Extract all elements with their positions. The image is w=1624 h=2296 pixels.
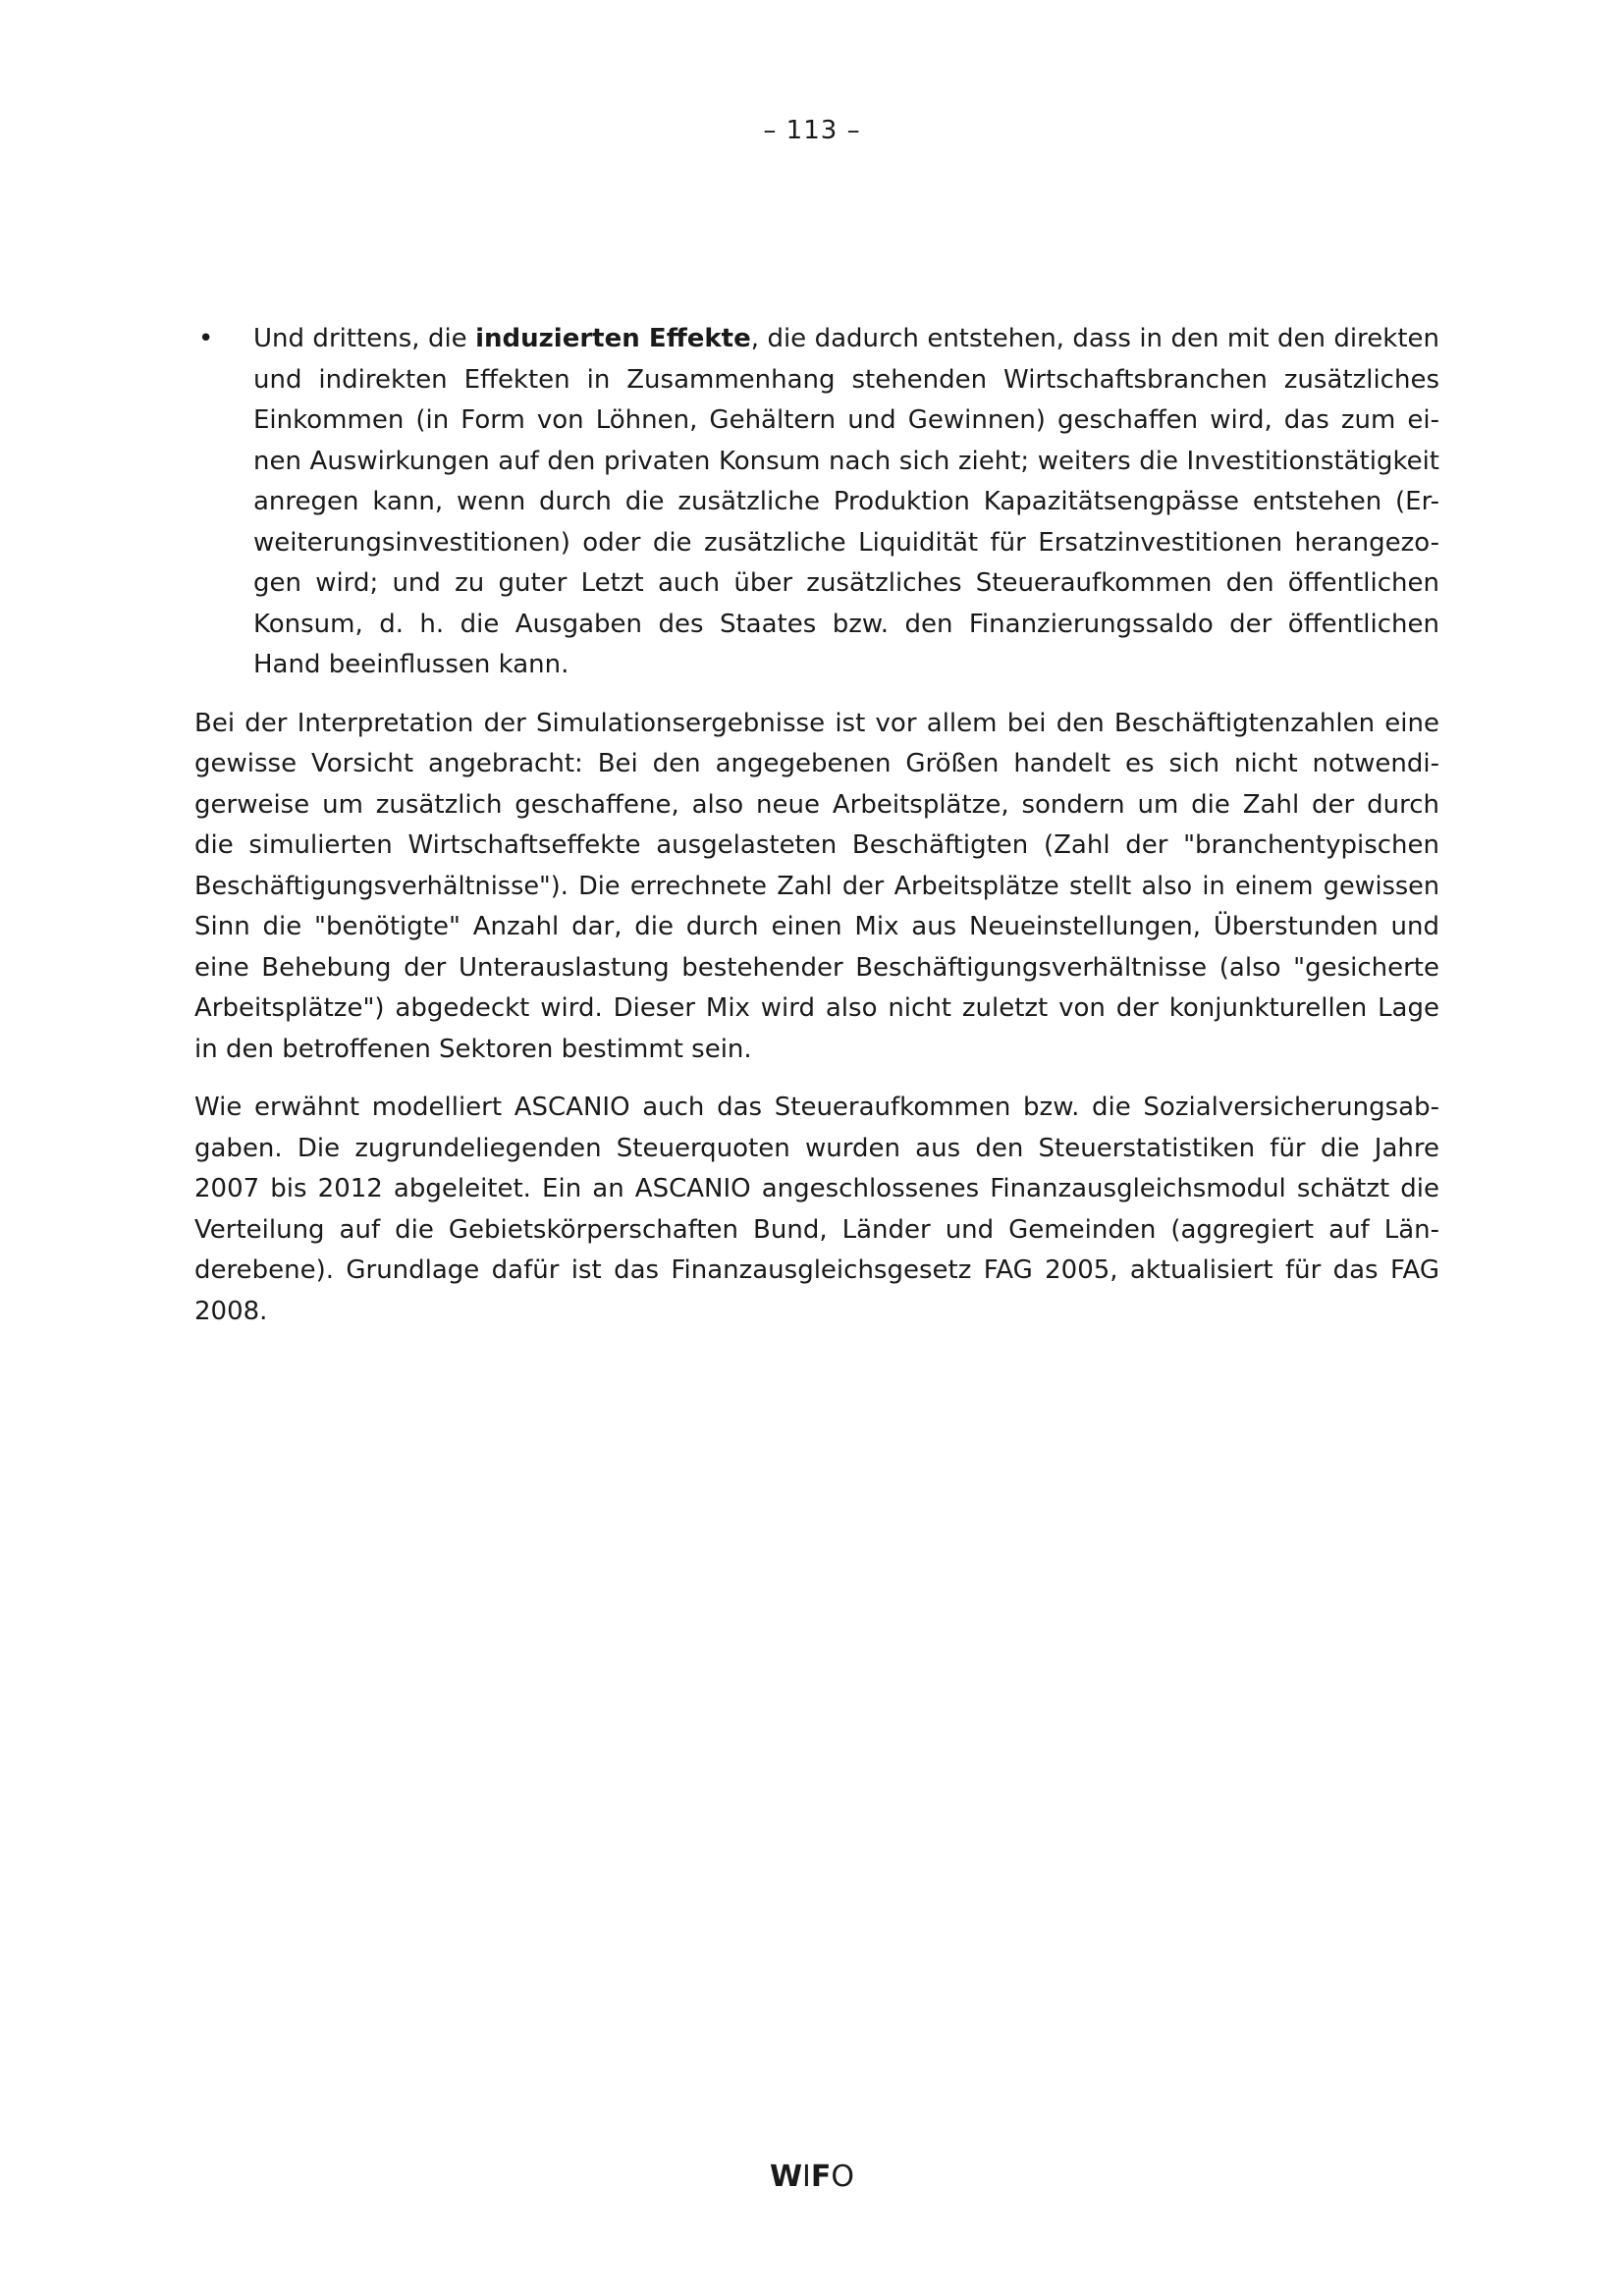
paragraph-line: derebene). Grundlage dafür ist das Finanzausgleichsgesetz FAG 2005, aktualisiert für das FAG — [194, 1255, 1439, 1285]
logo-letter-i: I — [802, 2160, 811, 2194]
page-number: – 113 – — [763, 116, 861, 145]
bullet-line: Hand beeinflussen kann. — [253, 650, 569, 679]
paragraph-line: Verteilung auf die Gebietskörperschaften Bund, Länder und Gemeinden (aggregiert auf Län- — [194, 1214, 1439, 1245]
logo-letter-o: O — [831, 2160, 855, 2194]
paragraph-line: gewisse Vorsicht angebracht: Bei den angegebenen Größen handelt es sich nicht notwendi- — [194, 749, 1439, 778]
paragraph-line: Arbeitsplätze") abgedeckt wird. Dieser Mix wird also nicht zuletzt von der konjunkturellen Lage — [194, 993, 1439, 1023]
paragraph-tax-revenue — [194, 1088, 1439, 1332]
bullet-line: Konsum, d. h. die Ausgaben des Staates bzw. den Finanzierungssaldo der öffentlichen — [253, 609, 1439, 639]
bullet-line-1: Und drittens, die induzierten Effekte, die dadurch entstehen, dass in den mit den direkten — [253, 324, 1439, 353]
bullet-line: gen wird; und zu guter Letzt auch über zusätzliches Steueraufkommen den öffentlichen — [253, 568, 1439, 598]
paragraph-line: gerweise um zusätzlich geschaffene, also neue Arbeitsplätze, sondern um die Zahl der durch — [194, 789, 1439, 820]
paragraph-line: Wie erwähnt modelliert ASCANIO auch das Steueraufkommen bzw. die Sozialversicherungsab- — [194, 1093, 1439, 1122]
paragraph-line: Sinn die "benötigte" Anzahl dar, die durch einen Mix aus Neueinstellungen, Überstunden und — [194, 912, 1439, 941]
bullet-line: anregen kann, wenn durch die zusätzliche Produktion Kapazitätsengpässe entstehen (Er- — [253, 487, 1439, 516]
wifo-logo — [0, 2160, 1624, 2194]
bullet-item-induced-effects — [194, 319, 1439, 686]
logo-letter-f: F — [810, 2160, 832, 2194]
bold-term-induced-effects: induzierten Effekte — [475, 324, 751, 353]
paragraph-line: gaben. Die zugrundeliegenden Steuerquoten wurden aus den Steuerstatistiken für die Jahre — [194, 1133, 1439, 1163]
paragraph-line: 2008. — [194, 1296, 268, 1326]
document-body — [194, 319, 1439, 1350]
paragraph-line: in den betroffenen Sektoren bestimmt sein. — [194, 1034, 752, 1064]
bullet-line: und indirekten Effekten in Zusammenhang stehenden Wirtschaftsbranchen zusätzliches — [253, 364, 1439, 395]
bullet-line: nen Auswirkungen auf den privaten Konsum nach sich zieht; weiters die Investitionstätigkeit — [253, 446, 1439, 476]
logo-letter-w: W — [769, 2160, 803, 2194]
paragraph-line: die simulierten Wirtschaftseffekte ausgelasteten Beschäftigten (Zahl der "branchentypischen — [194, 830, 1439, 860]
bullet-line: weiterungsinvestitionen) oder die zusätzliche Liquidität für Ersatzinvestitionen herangezo- — [253, 527, 1439, 558]
bullet-line: Einkommen (in Form von Löhnen, Gehältern und Gewinnen) geschaffen wird, das zum ei- — [253, 405, 1439, 435]
paragraph-line: 2007 bis 2012 abgeleitet. Ein an ASCANIO angeschlossenes Finanzausgleichsmodul schätzt die — [194, 1174, 1439, 1203]
paragraph-line: Beschäftigungsverhältnisse"). Die errechnete Zahl der Arbeitsplätze stellt also in einem gewissen — [194, 871, 1439, 901]
bullet-symbol: • — [198, 324, 214, 353]
paragraph-line: Bei der Interpretation der Simulationsergebnisse ist vor allem bei den Beschäftigtenzahlen eine — [194, 708, 1439, 738]
paragraph-line: eine Behebung der Unterauslastung bestehender Beschäftigungsverhältnisse (also "gesicherte — [194, 952, 1439, 983]
paragraph-interpretation — [194, 704, 1439, 1071]
